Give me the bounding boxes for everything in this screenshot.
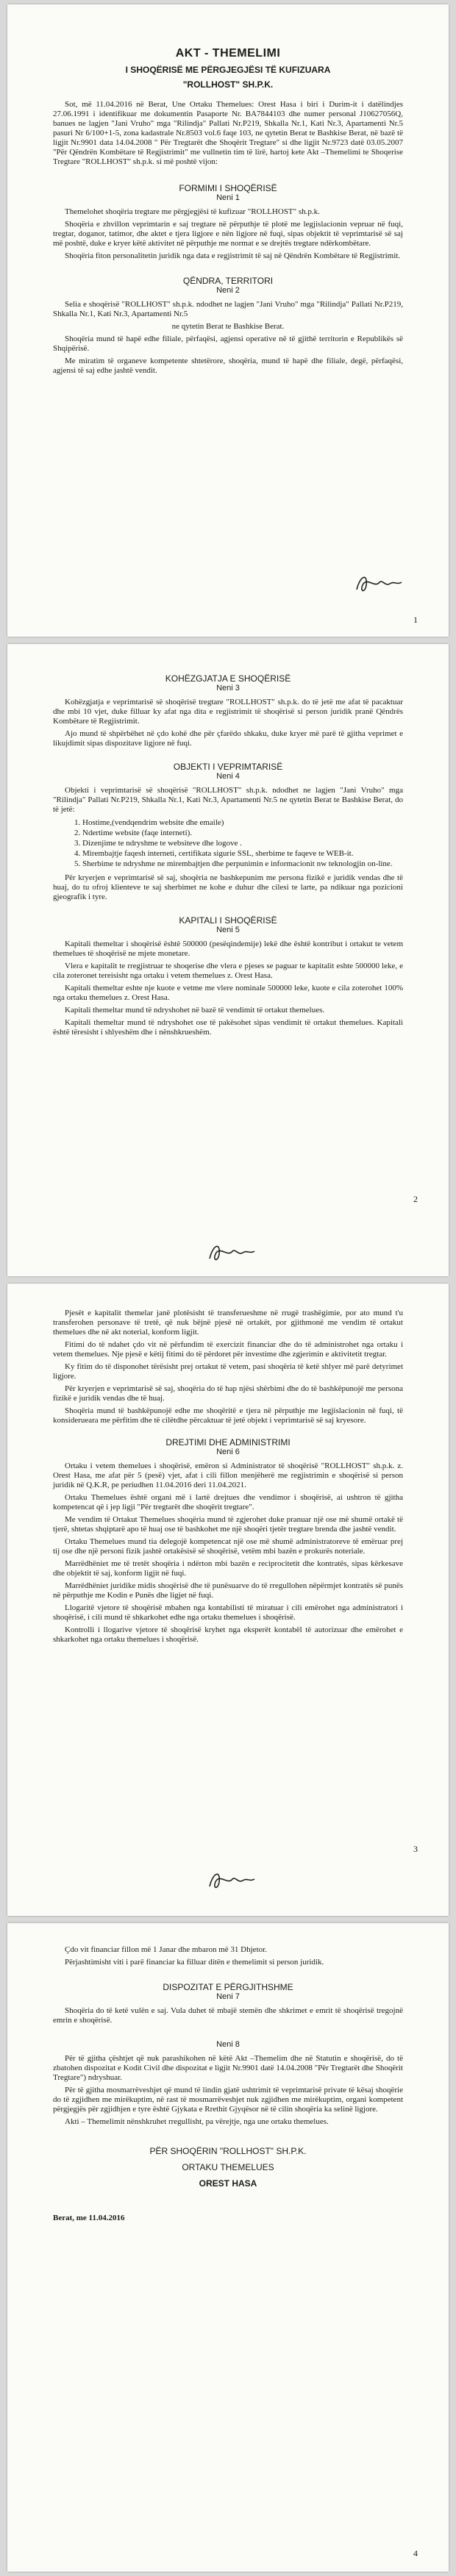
page-number: 1: [413, 615, 418, 625]
paragraph: Ortaku Themelues mund tia delegojë kompetencat një ose më shumë administratoreve të emëruar prej tij ose dhe një personi fizik jashtë ortakësisë së shoqërisë, vetëm mbi bazën e prokurës noteriale.: [53, 1537, 403, 1556]
paragraph: Shoqëria fiton personalitetin juridik nga data e regjistrimit të saj në Qëndrën Kombëtare të Regjistrimit.: [65, 251, 401, 260]
paragraph: Ky fitim do të disponohet tërësisht prej ortakut të vetem, pasi shoqëria të ketë shlyer më parë detyrimet ligjore.: [53, 1362, 403, 1381]
document-title: AKT - THEMELIMI: [175, 47, 281, 60]
closing-role-line: ORTAKU THEMELUES: [182, 2162, 274, 2172]
paragraph: Vlera e kapitalit te rregjistruar te shoqerise dhe vlera e pjeses se paguar te kapitalit eshte 500000 leke, e cila zoteronet tereisisht nga ortaku i vetem themelues z. Orest Hasa.: [53, 962, 403, 980]
section-1-title: FORMIMI I SHOQËRISË: [179, 183, 277, 193]
page-1-content: [53, 47, 403, 379]
paragraph: Kapitali themeltar mund të ndryshohet në bazë të vendimit të ortakut themelues.: [65, 1006, 325, 1015]
paragraph: Ortaku i vetem themelues i shoqërisë, emëron si Administrator të shoqërisë "ROLLHOST" sh.p.k. z. Orest Hasa, me afat për 5 (pesë) vjet, afat i cili fillon menjëherë me regjistrimin e shoqërisë si person juridik në Q.K.R, pe periudhen 11.04.2016 deri 11.04.2021.: [53, 1461, 403, 1489]
paragraph: Çdo vit financiar fillon më 1 Janar dhe mbaron më 31 Dhjetor.: [65, 1945, 267, 1954]
handwritten-signature: [206, 1238, 257, 1267]
section-3-article: Neni 3: [216, 684, 240, 693]
handwritten-signature: [206, 1866, 257, 1895]
paragraph: Themelohet shoqëria tregtare me përgjegjësi të kufizuar "ROLLHOST" sh.p.k.: [65, 207, 320, 216]
paragraph: Ortaku Themelues është organi më i lartë drejtues dhe vendimor i shoqërisë, ai ushtron të gjitha kompetencat që i jep ligji "Për tregtarët dhe shoqërit tregtare".: [53, 1493, 403, 1511]
paragraph: Shoqëria do të ketë vulën e saj. Vula duhet të mbajë stemën dhe shkrimet e emrit të shoqërisë tregojnë emrin e shoqërisë.: [53, 2006, 403, 2025]
document-page-2: [7, 644, 449, 1276]
section-6-article: Neni 6: [216, 1448, 240, 1456]
intro-paragraph: Sot, më 11.04.2016 në Berat, Une Ortaku Themelues: Orest Hasa i biri i Durim-it i datëlindjes 27.06.1991 i identifikuar me dokumentin Pasaporte Nr. BA7844103 dhe numer personal J10627056Q, banues ne lagjen "Jani Vruho" mga "Rilindja" Pallati Nr.P219, Shkalla Nr.1, Kati Nr.3, Apartamenti Nr.5 pasuri Nr 6/100+1-5, zona kadastrale Nr.8503 vol.6 faqe 103, ne qytetin Berat te Bashkise Berat, në bazë të ligjit Nr.9901 data 14.04.2008 " Për Tregtarët dhe Shoqërit Tregtare" si dhe ligjit Nr.9723 datë 03.05.2007 "Për Qëndrën Kombëtare të Regjistrimit" me vullnetin tim të lirë, hartoj kete Akt –Themelimi te Shoqerise Tregtare "ROLLHOST" sh.p.k. si më poshtë vijon:: [53, 100, 403, 166]
paragraph: Me vendim të Ortakut Themelues shoqëria mund të zgjerohet duke pranuar një ose më shumë ortakë të tjerë, shtetas shqiptarë apo të huaj ose të bashkohet me një shoqëri tjetër tregtare brenda dhe jashtë vendit.: [53, 1515, 403, 1534]
paragraph: Akti – Themelimit nënshkruhet rregullisht, pa vërejtje, nga une ortaku themelues.: [65, 2117, 329, 2126]
paragraph: Për të gjitha mosmarrëveshjet që mund të lindin gjatë ushtrimit të veprimtarisë private të kësaj shoqërie do të zgjidhen me mirëkuptim, në rast të mosmarrëveshjet nuk zgjidhen me mirëkuptim, organi kompetent përgjegjës për zgjidhjen e tyre është Gjykata e Rrethit Gjyqësor në të cilin shoqëria ka selinë ligjore.: [53, 2086, 403, 2114]
document-page-3: [7, 1284, 449, 1916]
section-3-title: KOHËZGJATJA E SHOQËRISË: [165, 673, 291, 684]
section-4-article: Neni 4: [216, 772, 240, 781]
paragraph: Me miratim të organeve kompetente shtetërore, shoqëria, mund të hapë dhe filiale, degë, përfaqësi, agjensi të saj edhe jashtë vendit.: [53, 357, 403, 375]
list-item: 4. Mirembajtje faqesh interneti, certifikata sigurie SSL, sherbime te faqeve te WEB-it.: [82, 848, 403, 859]
page-number: 3: [413, 1844, 418, 1854]
activity-list: [53, 817, 403, 869]
paragraph: Shoqëria mund të bashkëpunojë edhe me shoqëritë e tjera në përputhje me legjislacionin në fuqi, të konsiderueara me përfitim dhe të cilëtdhe përcaktuar të jetë objekt i veprimtarisë së saj kryesore.: [53, 1406, 403, 1425]
section-1-article: Neni 1: [216, 193, 240, 202]
list-item: 5. Sherbime te ndryshme ne mirembajtjen dhe perpunimin e informacionit nw teknologjin on-line.: [82, 859, 403, 869]
section-2-title: QËNDRA, TERRITORI: [182, 276, 274, 286]
page-number: 2: [413, 1194, 418, 1204]
section-2-article: Neni 2: [216, 286, 240, 295]
page-3-content: [53, 1309, 403, 1647]
paragraph: Kapitali themeltar mund të ndryshohet ose të pakësohet sipas vendimit të ortakut themelues. Kapitali është tëresisht i shlyeshëm dhe i nënshkrueshëm.: [53, 1018, 403, 1037]
paragraph: Për kryerjen e veprimtarisë së saj, shoqëria do të hap njësi shërbimi dhe do të bashkëpunojë me persona fizikë e juridik vendas dhe të huaj.: [53, 1384, 403, 1403]
section-4-title: OBJEKTI I VEPRIMTARISË: [173, 762, 283, 772]
paragraph: Marrëdhëniet me të tretët shoqëria i ndërton mbi bazën e reciprocitetit dhe kontratës, sipas kërkesave dhe objektit të saj, konform ligjit në fuqi.: [53, 1559, 403, 1578]
paragraph: ne qytetin Berat te Bashkise Berat.: [171, 322, 285, 331]
section-7-title: DISPOZITAT E PËRGJITHSHME: [163, 1982, 293, 1992]
document-page-1: [7, 4, 449, 637]
document-subtitle: I SHOQËRISË ME PËRGJEGJËSI TË KUFIZUARA: [125, 65, 331, 75]
paragraph: Llogaritë vjetore të shoqërisë mbahen nga kontabilisti të miratuar i cili emërohet nga administratori i shoqërisë, i cili mund të shkarkohet edhe nga ortaku themelues i shoqërisë.: [53, 1603, 403, 1622]
section-5-article: Neni 5: [216, 926, 240, 934]
closing-founder-name: OREST HASA: [199, 2178, 257, 2189]
document-page-4: [7, 1923, 449, 2572]
section-6-title: DREJTIMI DHE ADMINISTRIMI: [165, 1437, 291, 1448]
section-7-article: Neni 7: [216, 1992, 240, 2001]
paragraph: Selia e shoqërisë "ROLLHOST" sh.p.k. ndodhet ne lagjen "Jani Vruho" mga "Rilindja" Pallati Nr.P219, Shkalla Nr.1, Kati Nr.3, Apartamenti Nr.5: [53, 300, 403, 318]
paragraph: Marrëdhëniet juridike midis shoqërisë dhe të punësuarve do të rregullohen nëpërmjet kontratës së punës në përputhje me Kodin e Punës dhe ligjet në fuqi.: [53, 1581, 403, 1600]
page-number: 4: [413, 2548, 418, 2558]
paragraph: Kontrolli i llogarive vjetore të shoqërisë kryhet nga eksperët kontabël të autorizuar dhe emërohet e shkarkohet nga ortaku themelues i shoqërisë.: [53, 1625, 403, 1644]
paragraph: Shoqëria mund të hapë edhe filiale, përfaqësi, agjensi operative në të gjithë territorin e Republikës së Shqipërisë.: [53, 334, 403, 353]
paragraph: Fitimi do të ndahet çdo vit në përfundim të exercizit financiar dhe do të administrohet nga ortaku i vetem themelues. Nje pjesë e këtij fitimi do të përdoret për investime dhe zgjerimin e aktivitetit tregtar.: [53, 1340, 403, 1359]
paragraph: Përjashtimisht viti i parë financiar ka filluar ditën e themelimit si person juridik.: [65, 1958, 324, 1967]
paragraph: Pjesët e kapitalit themelar janë plotësisht të transferueshme në rrugë trashëgimie, por ato mund t'u transferohen personave të tretë, që nuk bëjnë pjesë në ortakët, por gjithmonë me vendim të ortakut themelues dhe në akt noterial, konform ligjit.: [53, 1309, 403, 1337]
place-and-date: Berat, me 11.04.2016: [53, 2214, 125, 2222]
paragraph: Për kryerjen e veprimtarisë së saj, shoqëria ne bashkepunim me persona fizikë e juridik vendas dhe të huaj, do tu ofroj klienteve te saj sherbimet ne kohe e duhur dhe cilesi te larte, pa ndikuar nga pozicioni gjeografik i tyre.: [53, 873, 403, 901]
paragraph: Kohëzgjatja e veprimtarisë së shoqërisë tregtare "ROLLHOST" sh.p.k. do të jetë me afat të pacaktuar dhe mbi 10 vjet, duke filluar ky afat nga dita e regjistrimit të shoqërisë si person juridik pranë Qëndrës Kombëtare të Regjistrimit.: [53, 698, 403, 726]
paragraph: Për të gjitha çështjet që nuk parashikohen në këtë Akt –Themelim dhe në Statutin e shoqërisë, do të zbatohen dispozitat e Kodit Civil dhe dispozitat e ligjit Nr.9901 datë 14.04.2008 "Për Tregtarët dhe Shoqërit Tregtare") ndryshuar.: [53, 2054, 403, 2082]
paragraph: Shoqëria e zhvillon veprimtarin e saj tregtare në përputhje të plotë me legjislacionin vepruar në fuqi, tregtar, doganor, tatimor, dhe aktet e tjera ligjore e nën ligjore në fuqi, sipas objektit të veprimtarisë së saj më poshtë, duke e kryer këtë aktivitet në përputhje me normat e se drejtës tregtare ndërkombëtare.: [53, 220, 403, 248]
list-item: 3. Dizenjime te ndryshme te websiteve dhe logove .: [82, 838, 403, 848]
paragraph: Kapitali themeltar eshte nje kuote e vetme me vlere nominale 500000 leke, kuote e cila zoterohet 100% nga ortaku themelues z. Orest Hasa.: [53, 984, 403, 1002]
section-8-article: Neni 8: [216, 2040, 240, 2049]
section-5-title: KAPITALI I SHOQËRISË: [179, 915, 277, 926]
company-name: "ROLLHOST" SH.P.K.: [182, 79, 274, 90]
list-item: 1. Hostime,(vendqendrim website dhe emaile): [82, 817, 403, 828]
page-2-content: [53, 673, 403, 1040]
closing-company-line: PËR SHOQËRIN "ROLLHOST" SH.P.K.: [149, 2146, 307, 2156]
handwritten-signature: [353, 569, 405, 598]
list-item: 2. Ndertime website (faqe interneti).: [82, 828, 403, 838]
page-4-content: [53, 1945, 403, 2222]
paragraph: Objekti i veprimtarisë së shoqërisë "ROLLHOST" sh.p.k. ndodhet ne lagjen "Jani Vruho" mga "Rilindja" Pallati Nr.P219, Shkalla Nr.1, Kati Nr.3, Apartamenti Nr.5 ne qytetin Berat te Bashkise Berat, do të jetë:: [53, 786, 403, 814]
paragraph: Kapitali themeltar i shoqërisë është 500000 (pesëqindemije) lekë dhe është kontribut i ortakut te vetem themelues të shoqërisë ne mjete monetare.: [53, 940, 403, 958]
paragraph: Ajo mund të shpërbëhet në çdo kohë dhe për çfarëdo shkaku, duke kryer më parë të gjitha veprimet e likujdimit sipas dispozitave ligjore në fuqi.: [53, 729, 403, 748]
